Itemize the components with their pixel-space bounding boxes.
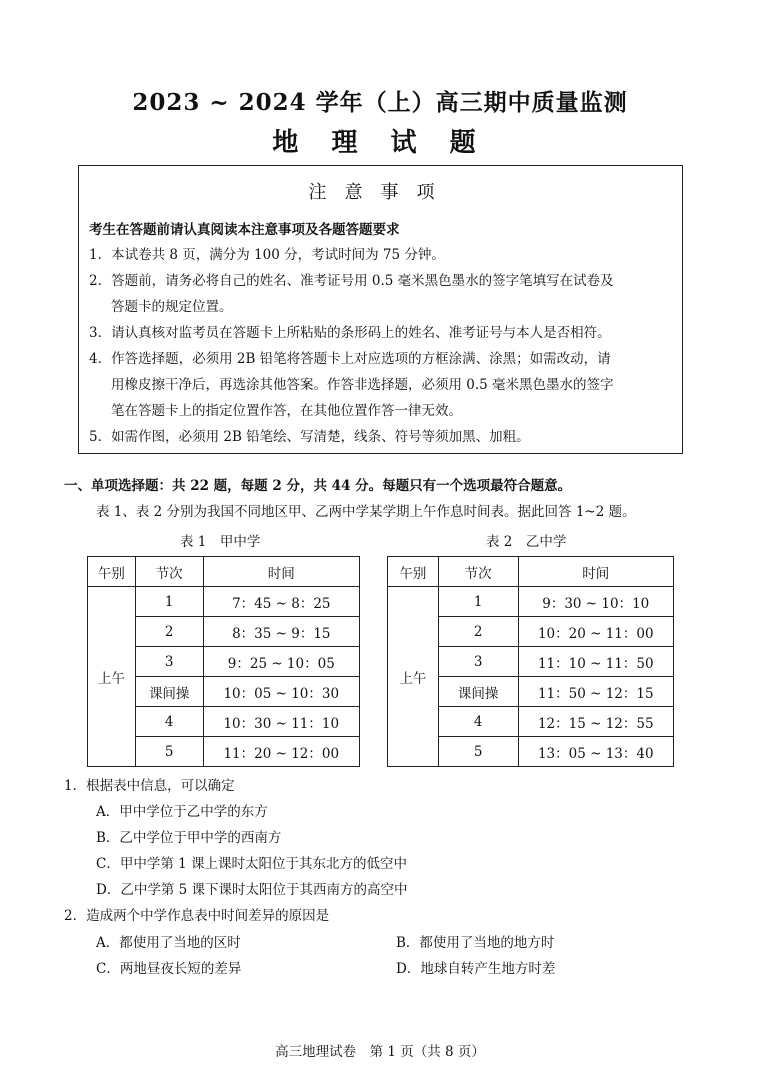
session-cell: 3	[135, 647, 203, 677]
page-footer: 高三地理试卷 第 1 页（共 8 页）	[275, 1044, 485, 1060]
header-cell: 午别	[88, 557, 136, 587]
session-cell: 1	[438, 587, 518, 617]
notice-item	[89, 320, 677, 346]
question-2-option-b: B．都使用了当地的地方时	[396, 935, 555, 951]
session-cell: 课间操	[438, 677, 518, 707]
header-cell: 节次	[438, 557, 518, 587]
notice-item	[89, 242, 677, 268]
time-cell: 13：05 ~ 13：40	[518, 737, 673, 767]
header-cell: 节次	[135, 557, 203, 587]
period-cell: 上午	[388, 587, 439, 767]
table-header-row	[388, 557, 674, 587]
session-cell: 4	[438, 707, 518, 737]
question-2-option-c: C．两地昼夜长短的差异	[96, 961, 242, 977]
session-cell: 课间操	[135, 677, 203, 707]
notice-item-line: 1．本试卷共 8 页，满分为 100 分，考试时间为 75 分钟。	[89, 247, 445, 263]
time-cell: 8：35 ~ 9：15	[203, 617, 359, 647]
question-1-option-b: B．乙中学位于甲中学的西南方	[96, 830, 282, 846]
timetable-yi	[387, 556, 674, 767]
question-1-option-c: C．甲中学第 1 课上课时太阳位于其东北方的低空中	[96, 856, 408, 872]
session-cell: 2	[135, 617, 203, 647]
section-heading: 一、单项选择题：共 22 题，每题 2 分，共 44 分。每题只有一个选项最符合题意。	[64, 478, 572, 494]
notice-subtitle: 考生在答题前请认真阅读本注意事项及各题答题要求	[89, 222, 400, 238]
exam-subject: 地 理 试 题	[272, 128, 488, 158]
question-1-option-a: A．甲中学位于乙中学的东方	[96, 804, 268, 820]
session-cell: 1	[135, 587, 203, 617]
header-cell: 时间	[518, 557, 673, 587]
notice-item-line: 5．如需作图，必须用 2B 铅笔绘、写清楚，线条、符号等须加黑、加粗。	[89, 429, 530, 445]
time-cell: 9：30 ~ 10：10	[518, 587, 673, 617]
notice-item-line: 答题卡的规定位置。	[111, 299, 233, 315]
time-cell: 7：45 ~ 8：25	[203, 587, 359, 617]
question-1-stem: 1．根据表中信息，可以确定	[64, 778, 235, 794]
period-cell: 上午	[88, 587, 136, 767]
session-cell: 5	[135, 737, 203, 767]
notice-title: 注意事项	[308, 182, 453, 203]
notice-item	[89, 268, 677, 320]
question-2-option-a: A．都使用了当地的区时	[96, 935, 241, 951]
notice-item-line: 4．作答选择题，必须用 2B 铅笔将答题卡上对应选项的方框涂满、涂黑；如需改动，请	[89, 351, 611, 367]
session-cell: 5	[438, 737, 518, 767]
exam-title: 2023 ~ 2024 学年（上）高三期中质量监测	[132, 89, 628, 116]
table2-caption: 表 2 乙中学	[486, 534, 567, 550]
question-2-option-d: D．地球自转产生地方时差	[396, 961, 556, 977]
notice-box	[78, 165, 683, 454]
question-1-option-d: D．乙中学第 5 课下课时太阳位于其西南方的高空中	[96, 882, 408, 898]
question-2-stem: 2．造成两个中学作息表中时间差异的原因是	[64, 908, 330, 924]
table1-caption: 表 1 甲中学	[180, 534, 261, 550]
table-header-row	[88, 557, 360, 587]
time-cell: 10：30 ~ 11：10	[203, 707, 359, 737]
notice-item-line: 笔在答题卡上的指定位置作答，在其他位置作答一律无效。	[111, 403, 462, 419]
time-cell: 10：05 ~ 10：30	[203, 677, 359, 707]
header-cell: 午别	[388, 557, 439, 587]
table-row	[388, 587, 674, 617]
session-cell: 2	[438, 617, 518, 647]
session-cell: 4	[135, 707, 203, 737]
time-cell: 11：50 ~ 12：15	[518, 677, 673, 707]
table-row	[88, 587, 360, 617]
notice-item-line: 2．答题前，请务必将自己的姓名、准考证号用 0.5 毫米黑色墨水的签字笔填写在试卷及	[89, 273, 614, 289]
section-intro: 表 1、表 2 分别为我国不同地区甲、乙两中学某学期上午作息时间表。据此回答 1~2 题。	[96, 504, 636, 520]
time-cell: 11：20 ~ 12：00	[203, 737, 359, 767]
time-cell: 10：20 ~ 11：00	[518, 617, 673, 647]
notice-item-line: 用橡皮擦干净后，再选涂其他答案。作答非选择题，必须用 0.5 毫米黑色墨水的签字	[111, 377, 614, 393]
session-cell: 3	[438, 647, 518, 677]
timetable-jia	[87, 556, 360, 767]
notice-item-line: 3．请认真核对监考员在答题卡上所粘贴的条形码上的姓名、准考证号与本人是否相符。	[89, 325, 611, 341]
time-cell: 11：10 ~ 11：50	[518, 647, 673, 677]
header-cell: 时间	[203, 557, 359, 587]
notice-item	[89, 424, 677, 450]
time-cell: 9：25 ~ 10：05	[203, 647, 359, 677]
notice-item	[89, 346, 677, 424]
time-cell: 12：15 ~ 12：55	[518, 707, 673, 737]
